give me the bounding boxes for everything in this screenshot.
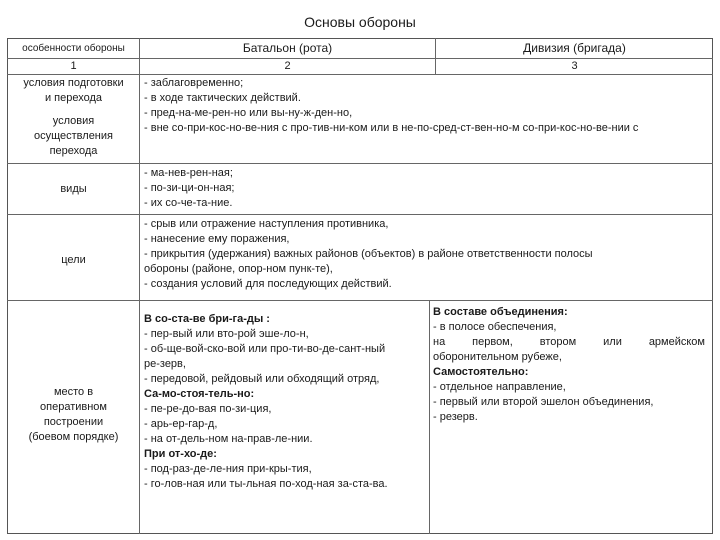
row-divider bbox=[7, 163, 713, 164]
text-line: - передовой, рейдовый или обходящий отряд, bbox=[144, 373, 380, 385]
text-line: Са-мо-стоя-тель-но: bbox=[144, 388, 255, 400]
text-line: - под-раз-де-ле-ния при-кры-тия, bbox=[144, 463, 312, 475]
row-goals-label: цели bbox=[61, 254, 86, 266]
text-line: При от-хо-де: bbox=[144, 448, 217, 460]
text-line: - вне со-при-кос-но-ве-ния с про-тив-ни-ком или в не-по-сред-ст-вен-но-м со-при-кос-но-ве-нии с bbox=[144, 122, 639, 134]
row-conditions-label bbox=[8, 76, 139, 159]
text-line: - ма-нев-рен-ная; bbox=[144, 167, 233, 179]
row-divider bbox=[7, 74, 713, 75]
header-battalion: Батальон (рота) bbox=[242, 41, 333, 55]
text-line: - нанесение ему поражения, bbox=[144, 233, 290, 245]
row-conditions-content bbox=[144, 76, 710, 136]
header-num-1: 1 bbox=[70, 60, 77, 72]
label-line: перехода bbox=[49, 145, 98, 157]
header-features: особенности обороны bbox=[22, 43, 125, 54]
row-place-battalion bbox=[144, 312, 388, 492]
text-line: - прикрытия (удержания) важных районов (объектов) в районе ответственности полосы bbox=[144, 248, 593, 260]
row-divider bbox=[7, 300, 713, 301]
text-line: - арь-ер-гар-д, bbox=[144, 418, 218, 430]
row-types-label: виды bbox=[60, 183, 87, 195]
text-line: - заблаговременно; bbox=[144, 77, 244, 89]
label-line: и перехода bbox=[44, 92, 103, 104]
text-line: В со-ста-ве бри-га-ды : bbox=[144, 313, 270, 325]
label-line: (боевом порядке) bbox=[28, 431, 119, 443]
row-place-label bbox=[8, 385, 139, 445]
row-types-content bbox=[144, 166, 234, 211]
text-line: - на от-дель-ном на-прав-ле-нии. bbox=[144, 433, 313, 445]
text-line: - в полосе обеспечения, bbox=[433, 321, 557, 333]
label-line: место в bbox=[53, 386, 94, 398]
row-divider bbox=[7, 214, 713, 215]
text-line: - го-лов-ная или ты-льная по-ход-ная за-ста-ва. bbox=[144, 478, 388, 490]
column-divider bbox=[429, 300, 430, 534]
header-num-3: 3 bbox=[571, 60, 578, 72]
text-line: - пе-ре-до-вая по-зи-ция, bbox=[144, 403, 272, 415]
column-divider bbox=[139, 38, 140, 534]
text-line: - создания условий для последующих действий. bbox=[144, 278, 392, 290]
label-line: оперативном bbox=[40, 401, 107, 413]
text-line: - срыв или отражение наступления противника, bbox=[144, 218, 389, 230]
label-line: построении bbox=[43, 416, 104, 428]
label-line: условия подготовки bbox=[23, 77, 124, 89]
text-line: - их со-че-та-ние. bbox=[144, 197, 233, 209]
text-line: - по-зи-ци-он-ная; bbox=[144, 182, 235, 194]
text-line: - пер-вый или вто-рой эше-ло-н, bbox=[144, 328, 309, 340]
text-line: В составе объединения: bbox=[433, 306, 568, 318]
row-place-division bbox=[433, 305, 705, 425]
label-line: условия bbox=[52, 115, 95, 127]
text-line: оборонительном рубеже, bbox=[433, 351, 562, 363]
text-line: Самостоятельно: bbox=[433, 366, 529, 378]
text-line: ре-зерв, bbox=[144, 358, 186, 370]
text-line: обороны (районе, опор-ном пунк-те), bbox=[144, 263, 333, 275]
text-line: - первый или второй эшелон объединения, bbox=[433, 396, 654, 408]
text-line: - пред-на-ме-рен-но или вы-ну-ж-ден-но, bbox=[144, 107, 353, 119]
text-line: - об-ще-вой-ско-вой или про-ти-во-де-сант-ный bbox=[144, 343, 386, 355]
page-title: Основы обороны bbox=[304, 14, 416, 30]
text-line: - в ходе тактических действий. bbox=[144, 92, 301, 104]
text-line: - резерв. bbox=[433, 411, 478, 423]
label-line: осуществления bbox=[33, 130, 113, 142]
row-goals-content bbox=[144, 217, 593, 292]
text-line: - отдельное направление, bbox=[433, 381, 566, 393]
header-division: Дивизия (бригада) bbox=[523, 41, 626, 55]
header-num-2: 2 bbox=[284, 60, 291, 72]
text-line: на первом, втором или армейском bbox=[433, 336, 705, 348]
